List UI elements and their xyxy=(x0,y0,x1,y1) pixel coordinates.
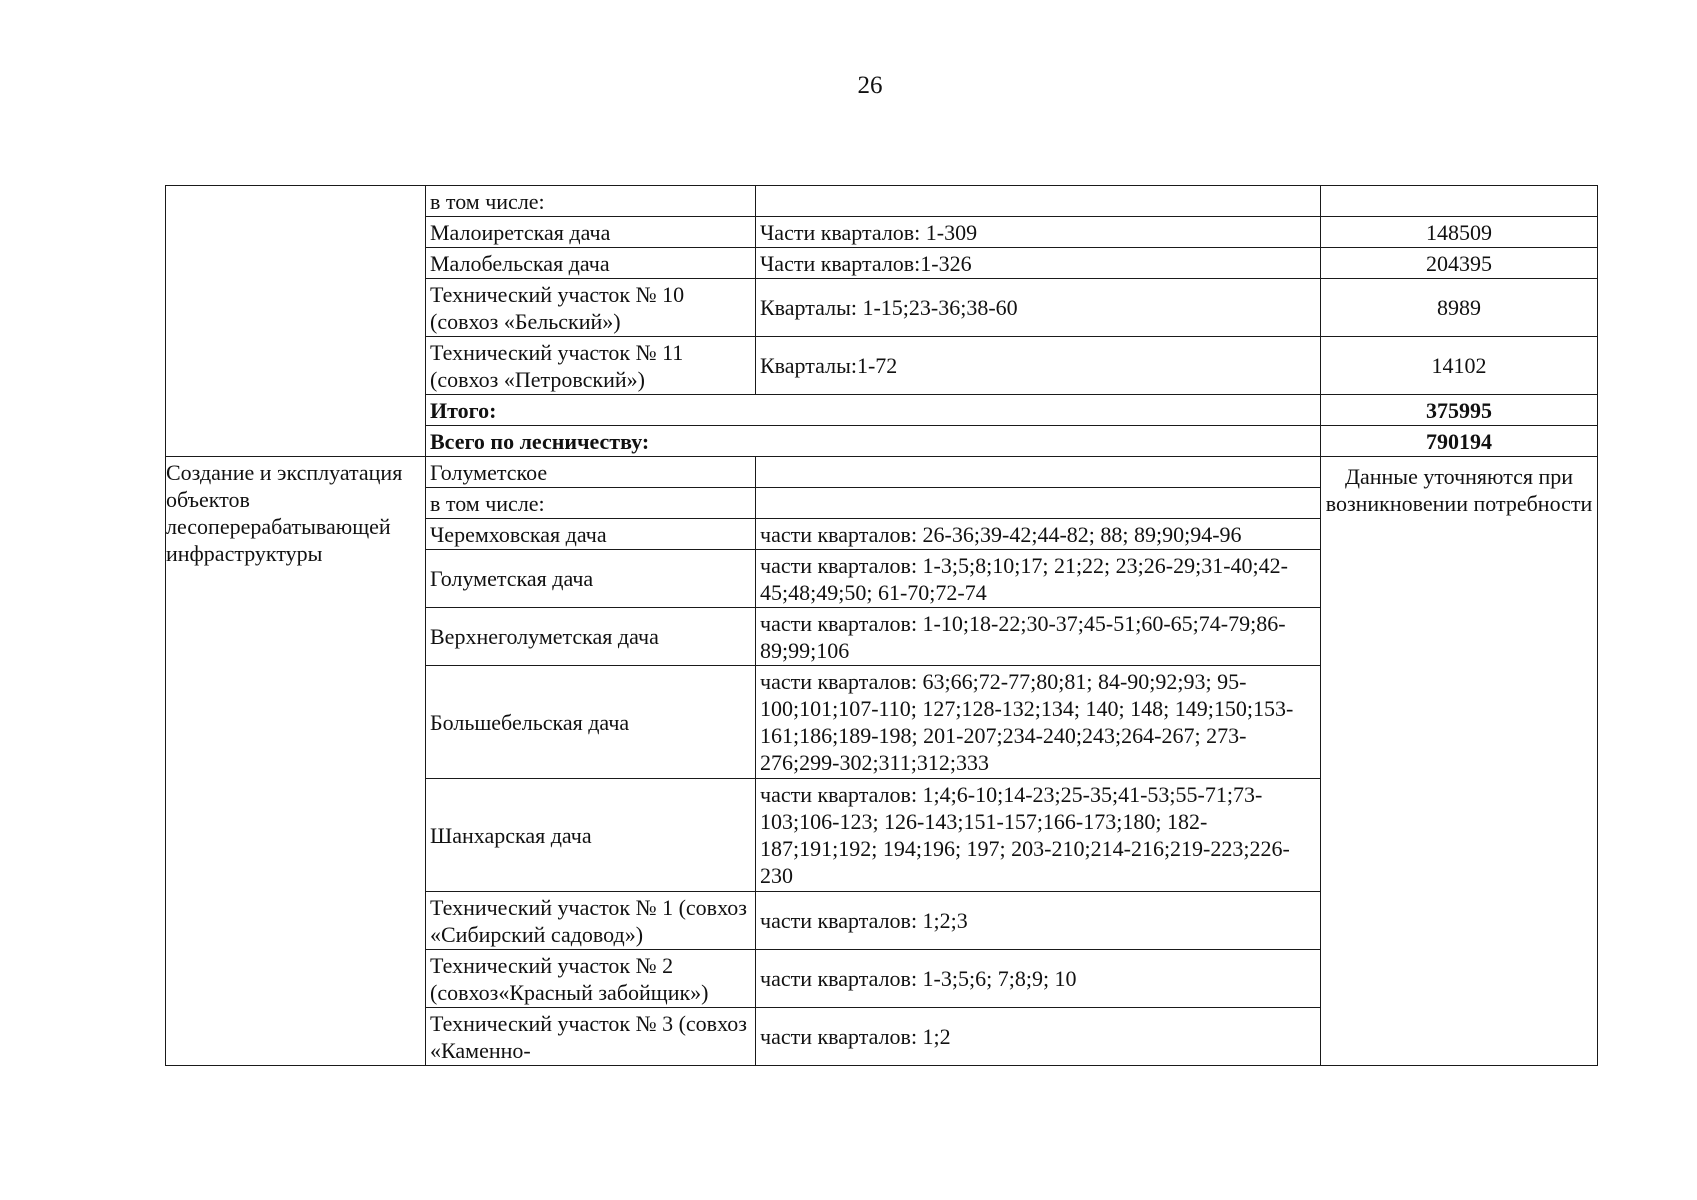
row-area: 14102 xyxy=(1321,337,1598,395)
row-quarters xyxy=(756,488,1321,519)
row-area: 8989 xyxy=(1321,279,1598,337)
row-name: Шанхарская дача xyxy=(426,779,756,892)
row-quarters: части кварталов: 1-3;5;8;10;17; 21;22; 23;26-29;31-40;42-45;48;49;50; 61-70;72-74 xyxy=(756,550,1321,608)
row-area: 204395 xyxy=(1321,248,1598,279)
row-name: Технический участок № 3 (совхоз «Каменно- xyxy=(426,1008,756,1066)
row-name: Технический участок № 2 (совхоз«Красный забойщик») xyxy=(426,950,756,1008)
row-name: Большебельская дача xyxy=(426,666,756,779)
total-value: 375995 xyxy=(1321,395,1598,426)
row-quarters: части кварталов: 1;2;3 xyxy=(756,892,1321,950)
row-name: Голуметское xyxy=(426,457,756,488)
row-name: в том числе: xyxy=(426,488,756,519)
row-quarters: части кварталов: 1-3;5;6; 7;8;9; 10 xyxy=(756,950,1321,1008)
row-name: Технический участок № 1 (совхоз «Сибирский садовод») xyxy=(426,892,756,950)
row-name: Технический участок № 11 (совхоз «Петровский») xyxy=(426,337,756,395)
row-area xyxy=(1321,186,1598,217)
row-quarters: части кварталов: 63;66;72-77;80;81; 84-90;92;93; 95-100;101;107-110; 127;128-132;134; 140; 148; 149;150;153-161;186;189-198; 201-207;234-240;243;264-267; 273-276;299-302;311;312;333 xyxy=(756,666,1321,779)
row-quarters: Кварталы: 1-15;23-36;38-60 xyxy=(756,279,1321,337)
page-number: 26 xyxy=(857,72,883,99)
row-name: Технический участок № 10 (совхоз «Бельский») xyxy=(426,279,756,337)
row-name: Черемховская дача xyxy=(426,519,756,550)
row-quarters: Части кварталов:1-326 xyxy=(756,248,1321,279)
row-quarters xyxy=(756,186,1321,217)
row-name: Верхнеголуметская дача xyxy=(426,608,756,666)
table-row xyxy=(166,457,1598,488)
row-quarters: части кварталов: 1;2 xyxy=(756,1008,1321,1066)
row-quarters: части кварталов: 1;4;6-10;14-23;25-35;41-53;55-71;73-103;106-123; 126-143;151-157;166-173;180; 182-187;191;192; 194;196; 197; 203-210;214-216;219-223;226-230 xyxy=(756,779,1321,892)
row-quarters: части кварталов: 1-10;18-22;30-37;45-51;60-65;74-79;86-89;99;106 xyxy=(756,608,1321,666)
grand-total-label: Всего по лесничеству: xyxy=(426,426,1321,457)
row-area: 148509 xyxy=(1321,217,1598,248)
table-row xyxy=(166,186,1598,217)
purpose-cell-empty xyxy=(166,186,426,457)
row-quarters: Части кварталов: 1-309 xyxy=(756,217,1321,248)
purpose-cell: Создание и эксплуатация объектов лесоперерабатывающей инфраструктуры xyxy=(166,457,426,1066)
row-name: в том числе: xyxy=(426,186,756,217)
row-name: Малобельская дача xyxy=(426,248,756,279)
grand-total-value: 790194 xyxy=(1321,426,1598,457)
row-quarters: Кварталы:1-72 xyxy=(756,337,1321,395)
forest-quarters-table xyxy=(165,185,1598,1066)
row-quarters xyxy=(756,457,1321,488)
row-name: Малоиретская дача xyxy=(426,217,756,248)
row-quarters: части кварталов: 26-36;39-42;44-82; 88; 89;90;94-96 xyxy=(756,519,1321,550)
note-cell: Данные уточняются при возникновении потребности xyxy=(1321,457,1598,1066)
row-name: Голуметская дача xyxy=(426,550,756,608)
total-label: Итого: xyxy=(426,395,1321,426)
